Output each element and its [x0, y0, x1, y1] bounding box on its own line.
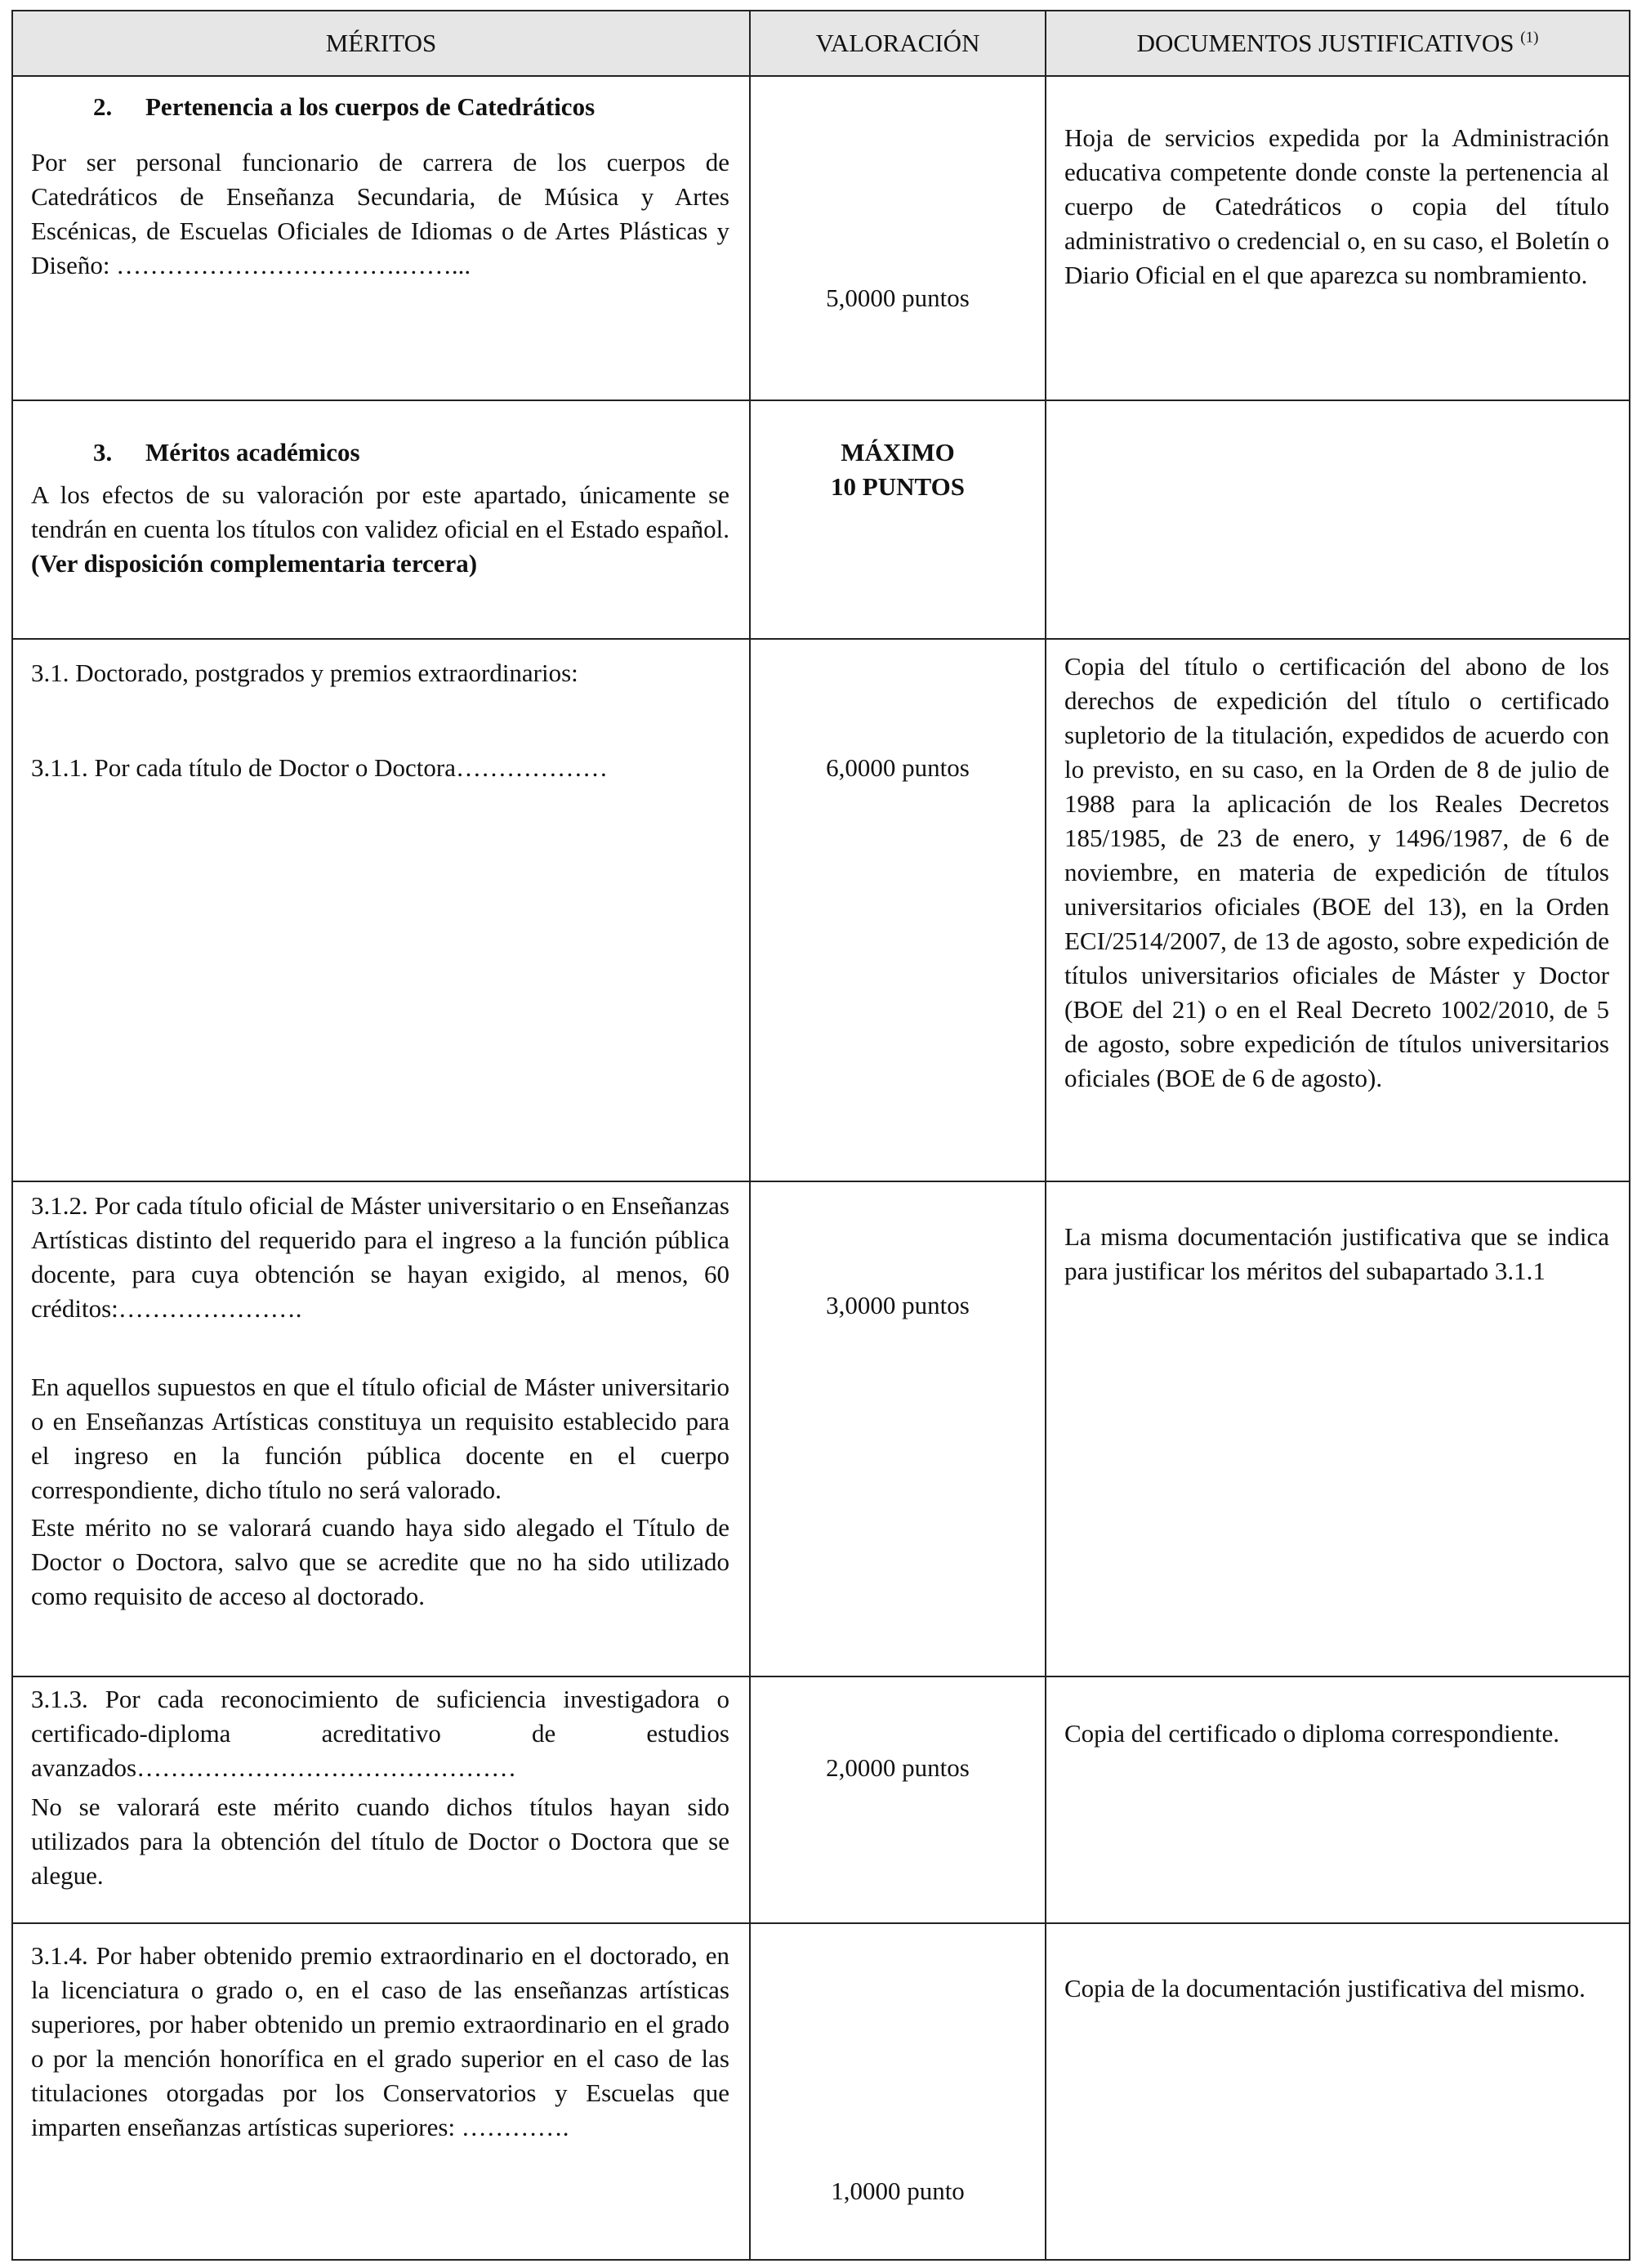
section-3-heading: 3. Méritos académicos: [93, 438, 360, 467]
section-2-text: Por ser personal funcionario de carrera de los cuerpos de Catedráticos de Enseñanza Secundaria, de Música y Artes Escénicas, de Escuelas Oficiales de Idiomas o de Artes Plásticas y Diseño: …………………………….……...: [31, 148, 729, 279]
section-3-1-4-text: 3.1.4. Por haber obtenido premio extraordinario en el doctorado, en la licenciatura o grado o, en el caso de las enseñanzas artísticas superiores, por haber obtenido un premio extraordinario en el grado o por la mención honorífica en el grado superior en el caso de las titulaciones otorgadas por los Conservatorios y Escuelas que imparten enseñanzas artísticas superiores: ………….: [31, 1941, 729, 2141]
section-3-1-intro: 3.1. Doctorado, postgrados y premios extraordinarios:: [31, 659, 578, 687]
section-3-1-2-text: 3.1.2. Por cada título oficial de Máster universitario o en Enseñanzas Artísticas distinto del requerido para el ingreso a la función pública docente, para cuya obtención se hayan exigido, al menos, 60 créditos:………………….: [31, 1191, 729, 1323]
section-3-1-3-merit-cell: [12, 1676, 750, 1923]
table-header-row: [12, 11, 1630, 76]
section-3-docs-cell: [1046, 400, 1630, 639]
section-3-1-4-docs: Copia de la documentación justificativa del mismo.: [1064, 1974, 1586, 2002]
section-2-docs-cell: [1046, 76, 1630, 400]
section-3-1-1-docs-cell: [1046, 639, 1630, 1181]
section-2-merit-cell: [12, 76, 750, 400]
section-3-1-2-value-cell: [750, 1181, 1046, 1676]
section-3-text: A los efectos de su valoración por este apartado, únicamente se tendrán en cuenta los títulos con validez oficial en el Estado español. (Ver disposición complementaria tercera): [31, 480, 729, 578]
section-3-1-3-row: [12, 1676, 1630, 1923]
section-3-1-3-note: No se valorará este mérito cuando dichos títulos hayan sido utilizados para la obtención del título de Doctor o Doctora que se alegue.: [31, 1793, 729, 1890]
section-3-1-2-docs: La misma documentación justificativa que se indica para justificar los méritos del subapartado 3.1.1: [1064, 1222, 1609, 1285]
section-3-1-4-row: [12, 1923, 1630, 2260]
section-3-1-1-docs: Copia del título o certificación del abono de los derechos de expedición del título o certificado supletorio de la titulación, expedidos de acuerdo con lo previsto, en su caso, en la Orden de 8 de julio de 1988 para la aplicación de los Reales Decretos 185/1985, de 23 de enero, y 1496/1987, de 6 de noviembre, en materia de expedición de títulos universitarios oficiales (BOE del 13), en la Orden ECI/2514/2007, de 13 de agosto, sobre expedición de títulos universitarios oficiales de Máster y Doctor (BOE del 21) o en el Real Decreto 1002/2010, de 5 de agosto, sobre expedición de títulos universitarios oficiales (BOE de 6 de agosto).: [1064, 652, 1609, 1092]
section-3-1-2-note1: En aquellos supuestos en que el título oficial de Máster universitario o en Enseñanzas Artísticas constituya un requisito establecido para el ingreso en la función pública docente en el cuerpo correspondiente, dicho título no será valorado.: [31, 1373, 729, 1504]
section-3-1-3-value-cell: [750, 1676, 1046, 1923]
section-3-1-2-note2: Este mérito no se valorará cuando haya sido alegado el Título de Doctor o Doctora, salvo que se acredite que no ha sido utilizado como requisito de acceso al doctorado.: [31, 1513, 729, 1610]
section-2-value-cell: [750, 76, 1046, 400]
section-3-1-4-merit-cell: [12, 1923, 750, 2260]
section-2-heading: 2. Pertenencia a los cuerpos de Catedráticos: [93, 92, 595, 121]
header-meritos: MÉRITOS: [12, 11, 750, 76]
section-2-docs: Hoja de servicios expedida por la Administración educativa competente donde conste la pertenencia al cuerpo de Catedráticos o copia del título administrativo o credencial o, en su caso, el Boletín o Diario Oficial en el que aparezca su nombramiento.: [1064, 123, 1609, 289]
section-3-merit-cell: [12, 400, 750, 639]
section-3-1-4-docs-cell: [1046, 1923, 1630, 2260]
max-points: 10 PUNTOS: [831, 472, 965, 501]
section-3-1-2-docs-cell: [1046, 1181, 1630, 1676]
section-3-1-1-value-cell: [750, 639, 1046, 1181]
section-3-1-2-row: [12, 1181, 1630, 1676]
header-valoracion: VALORACIÓN: [750, 11, 1046, 76]
header-documentos: DOCUMENTOS JUSTIFICATIVOS $^{(1)}$: [1046, 11, 1630, 76]
section-3-1-3-text: 3.1.3. Por cada reconocimiento de suficiencia investigadora o certificado-diploma acreditativo de estudios avanzados………………………………………: [31, 1685, 729, 1782]
section-3-1-3-value: 2,0000 puntos: [826, 1753, 970, 1782]
section-3-1-4-value-cell: [750, 1923, 1046, 2260]
section-3-1-1-row: [12, 639, 1630, 1181]
section-3-1-1-text: 3.1.1. Por cada título de Doctor o Doctora………………: [31, 753, 608, 782]
section-3-1-2-value: 3,0000 puntos: [826, 1291, 970, 1319]
section-3-1-4-value: 1,0000 punto: [831, 2176, 965, 2205]
section-3-1-2-merit-cell: [12, 1181, 750, 1676]
section-3-1-1-value: 6,0000 puntos: [826, 753, 970, 782]
max-label: MÁXIMO: [841, 438, 955, 467]
section-3-row: [12, 400, 1630, 639]
document-page: [11, 10, 1629, 2261]
section-3-1-3-docs: Copia del certificado o diploma correspondiente.: [1064, 1719, 1560, 1748]
section-3-1-1-merit-cell: [12, 639, 750, 1181]
section-2-value: 5,0000 puntos: [826, 284, 970, 312]
section-3-1-3-docs-cell: [1046, 1676, 1630, 1923]
footnote-marker: (1): [1520, 29, 1539, 47]
section-2-row: [12, 76, 1630, 400]
section-3-max-cell: [750, 400, 1046, 639]
merits-table: [11, 10, 1630, 2261]
